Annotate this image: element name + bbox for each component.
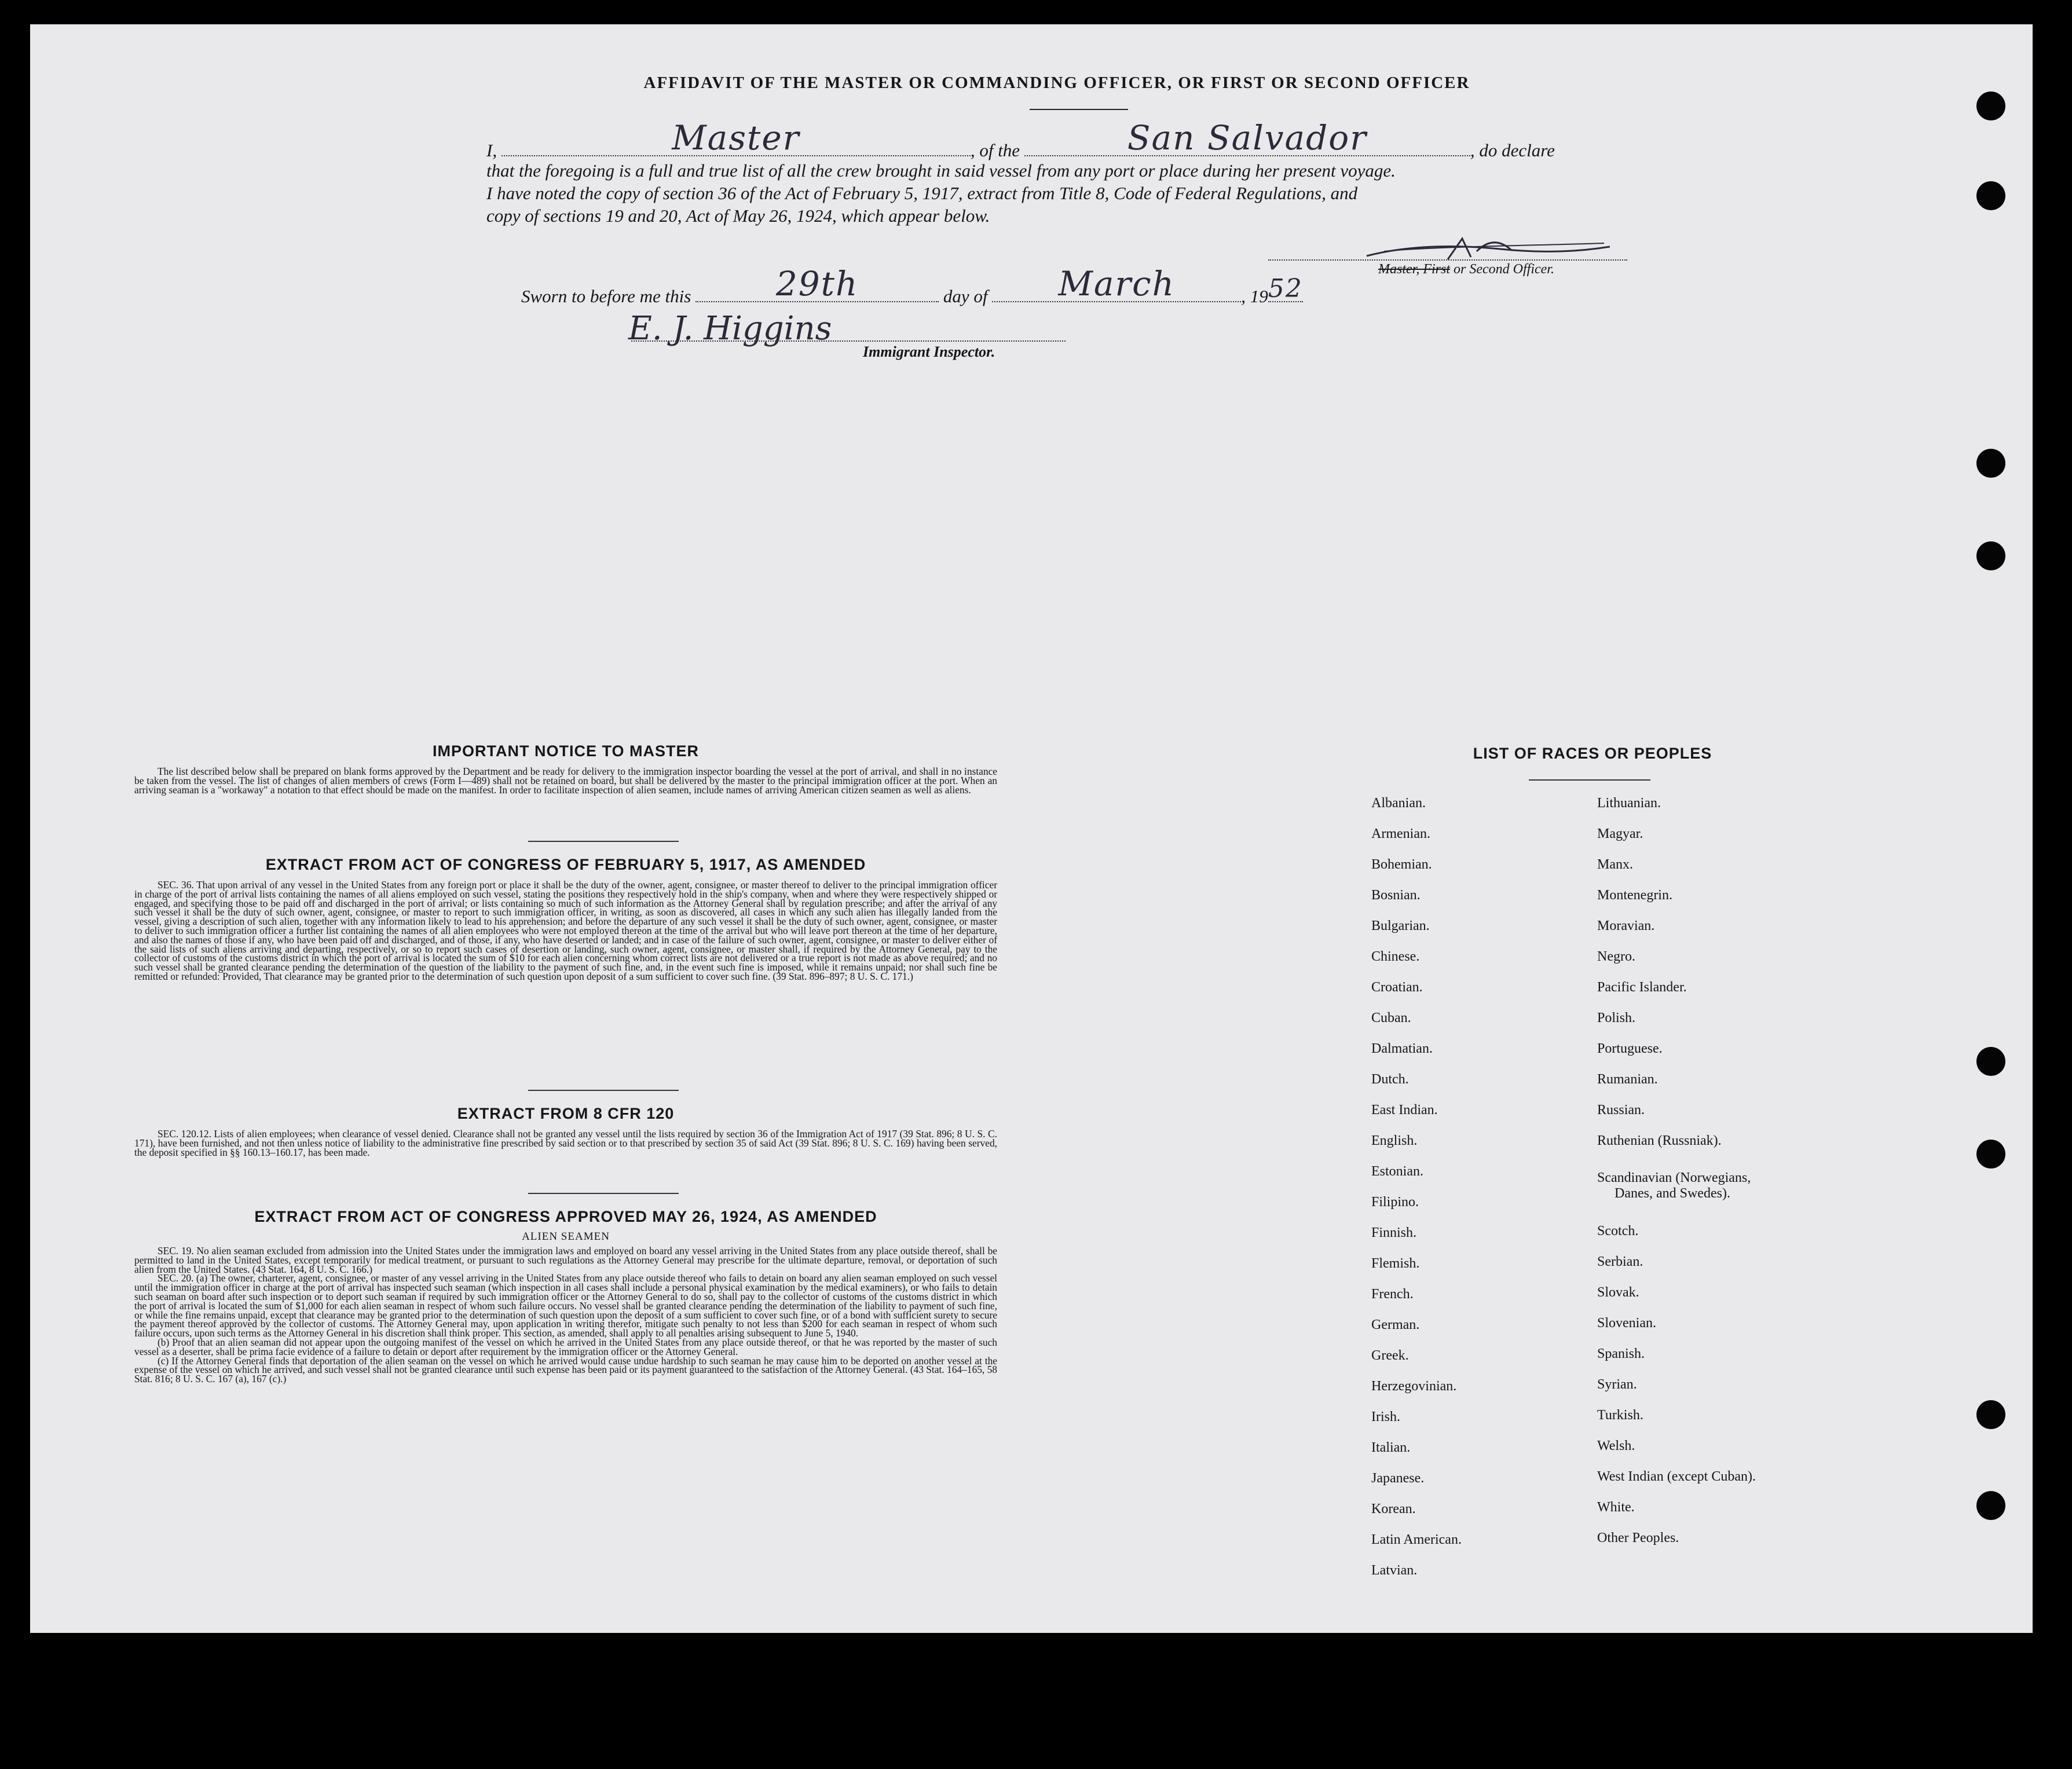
race-item-right: Magyar. [1597,826,1643,841]
race-item-right: Manx. [1597,857,1633,872]
affidavit-declaration-line [486,118,1633,161]
signature-label-rest: or Second Officer. [1454,262,1554,277]
race-item-right: Moravian. [1597,918,1655,933]
race-item-left: Latvian. [1371,1563,1418,1578]
race-item-left: Flemish. [1371,1256,1420,1271]
section-divider-1 [528,841,679,842]
race-item-right: Pacific Islander. [1597,980,1687,995]
sec-20b-body: (b) Proof that an alien seaman did not appear upon the outgoing manifest of the vessel on which he arrived in the United States from any place outside thereof, or that he was reported by the master of such vessel as a deserter, shall be prima facie evidence of a failure to detain or deport after requirement by the immigration officer or the Attorney General. [134,1336,997,1357]
sworn-day-field[interactable] [695,264,939,303]
signature-label-struck: Master, First [1378,262,1451,277]
race-item-left: Armenian. [1371,826,1430,841]
race-item-right: Other Peoples. [1597,1530,1679,1545]
vessel-name-handwriting: San Salvador [1127,118,1367,158]
race-item-left: Chinese. [1371,949,1420,964]
officer-signature [1361,234,1616,263]
inspector-label: Immigrant Inspector. [863,343,995,360]
declare-suffix: , do declare [1470,140,1555,160]
race-item-left: Dutch. [1371,1072,1409,1087]
race-item-left: French. [1371,1287,1414,1302]
race-item-right: Montenegrin. [1597,888,1672,903]
vessel-name-field[interactable] [1024,118,1470,158]
race-item-right: Spanish. [1597,1346,1645,1361]
race-item-right: Slovenian. [1597,1316,1656,1331]
race-item-right: Polish. [1597,1010,1636,1025]
vessel-connector: , of the [970,140,1020,160]
sworn-year-field[interactable] [1268,274,1303,303]
punch-hole-4 [1976,541,2005,570]
punch-hole-1 [1976,91,2005,120]
race-item-left: Korean. [1371,1501,1416,1517]
inspector-signature-line [631,340,1066,342]
race-item-right: West Indian (except Cuban). [1597,1469,1756,1484]
race-item-left: Estonian. [1371,1164,1423,1179]
affidavit-line-3: I have noted the copy of section 36 of the Act of February 5, 1917, extract from Title 8, Code of Federal Regulations, and [486,183,1358,203]
affidavit-title: AFFIDAVIT OF THE MASTER OR COMMANDING OFFICER, OR FIRST OR SECOND OFFICER [643,74,1470,92]
extract-1917-heading: EXTRACT FROM ACT OF CONGRESS OF FEBRUARY 5, 1917, AS AMENDED [265,856,866,873]
race-item-left: Dalmatian. [1371,1041,1433,1056]
race-item-right: Turkish. [1597,1408,1643,1423]
race-item-right: Scandinavian (Norwegians, [1597,1170,1751,1185]
extract-cfr-body: SEC. 120.12. Lists of alien employees; when clearance of vessel denied. Clearance shall not be granted any vessel until the lists required by section 36 of the Immigration Act of 1917 (39 Stat. 896; 8 U. S. C. 171), have been furnished, and not then unless notice of liability to the administrative fine prescribed by said section or to that prescribed by section 35 of said Act (39 Stat. 896; 8 U. S. C. 169) having been served, the deposit specified in §§ 160.13–160.17, has been made. [134,1128,997,1158]
sec-20c-body: (c) If the Attorney General finds that deportation of the alien seaman on the vessel on which he arrived would cause undue hardship to such seaman he may cause him to be deported on another vessel at the expense of the vessel on which he arrived, and such vessel shall not be granted clearance until such expense has been paid or its payment guaranteed to the satisfaction of the Attorney General. (43 Stat. 164–165, 58 Stat. 816; 8 U. S. C. 167 (a), 167 (c).) [134,1354,997,1385]
notice-heading: IMPORTANT NOTICE TO MASTER [433,742,699,760]
race-item-left: Bulgarian. [1371,918,1430,933]
extract-1917-section [134,856,997,981]
race-item-left: Croatian. [1371,980,1423,995]
declarant-prefix: I, [486,140,497,160]
sworn-month-handwriting: March [1058,264,1175,303]
race-item-right: Negro. [1597,949,1635,964]
sworn-month-field[interactable] [992,264,1241,303]
extract-1924-section [134,1208,997,1384]
sworn-year-handwriting: 52 [1268,274,1303,303]
race-item-right: Danes, and Swedes). [1615,1186,1730,1201]
race-item-left: Finnish. [1371,1225,1417,1240]
race-item-left: German. [1371,1317,1420,1332]
race-item-left: Cuban. [1371,1010,1411,1025]
race-item-right: Slovak. [1597,1285,1639,1300]
sworn-day-handwriting: 29th [775,264,859,303]
race-item-left: East Indian. [1371,1103,1438,1118]
sec-19-body: SEC. 19. No alien seaman excluded from admission into the United States under the immigration laws and employed on board any vessel arriving in the United States from any place outside thereof, shall be permitted to land in the United States, except temporarily for medical treatment, or pursuant to such regulations as the Attorney General may prescribe for the ultimate departure, removal, or deportation of such alien from the United States. (43 Stat. 164, 8 U. S. C. 166.) [134,1245,997,1275]
race-item-left: Bohemian. [1371,857,1432,872]
affidavit-line-4: copy of sections 19 and 20, Act of May 26, 1924, which appear below. [486,206,990,226]
race-item-right: Welsh. [1597,1438,1635,1453]
section-divider-3 [528,1193,679,1194]
race-item-right: White. [1597,1500,1635,1515]
sec-20a-body: SEC. 20. (a) The owner, charterer, agent, consignee, or master of any vessel arriving in the United States from any place outside thereof who fails to detain on board any alien seaman employed on such vessel until the immigration officer in charge at the port of arrival has inspected such seaman (which inspection in all cases shall include a personal physical examination by the medical examiners), or who fails to detain such seaman on board after such inspection or to deport such seaman if required by such immigration officer or the Attorney General to do so, shall pay to the collector of customs of the customs district in which the port of arrival is located the sum of $1,000 for each alien seaman in respect of whom such failure occurs. No vessel shall be granted clearance pending the determination of the liability to payment of such fine, or while the fine remains unpaid, except that clearance may be granted prior to the determination of such question upon the deposit of a sum sufficient to cover such fine, or of a bond with sufficient surety to secure the payment thereof approved by the collector of customs. The Attorney General may, upon application in writing therefor, mitigate such penalty to not less than $200 for each seaman in respect of whom such failure occurs, upon such terms as the Attorney General in his discretion shall think proper. This section, as amended, shall apply to all penalties arising subsequent to June 5, 1940. [134,1272,997,1339]
punch-hole-3 [1976,449,2005,478]
race-item-left: Latin American. [1371,1532,1462,1547]
extract-1924-heading: EXTRACT FROM ACT OF CONGRESS APPROVED MAY 26, 1924, AS AMENDED [254,1208,877,1225]
affidavit-title-rule [1030,109,1128,110]
race-item-left: Albanian. [1371,796,1426,811]
race-item-left: Bosnian. [1371,888,1421,903]
notice-body: The list described below shall be prepared on blank forms approved by the Department and be ready for delivery to the immigration inspector boarding the vessel at the port of arrival, and shall in no instance be taken from the vessel. The list of changes of alien members of crews (Form I—489) shall not be retained on board, but shall be delivered by the master to the principal immigration officer at the port. When an arriving seaman is a "workaway" a notation to that effect should be made on the manifest. In order to facilitate inspection of alien seamen, include names of arriving American citizen seamen as well as aliens. [134,766,997,796]
race-item-left: Japanese. [1371,1471,1425,1486]
race-item-left: Italian. [1371,1440,1411,1455]
races-heading-rule [1529,779,1650,781]
notice-title [134,742,997,760]
punch-hole-5 [1976,1047,2005,1076]
races-heading: LIST OF RACES OR PEOPLES [1473,745,1712,762]
race-item-right: Scotch. [1597,1224,1639,1239]
section-divider-2 [528,1090,679,1091]
extract-cfr-section [134,1105,997,1157]
race-item-right: Russian. [1597,1103,1645,1118]
punch-hole-6 [1976,1140,2005,1169]
race-item-right: Ruthenian (Russniak). [1597,1133,1722,1148]
race-item-left: Herzegovinian. [1371,1379,1457,1394]
race-item-right: Rumanian. [1597,1072,1658,1087]
inspector-signature: E. J. Higgins [628,310,832,347]
extract-1917-body: SEC. 36. That upon arrival of any vessel in the United States from any foreign port or place it shall be the duty of the owner, agent, consignee, or master thereof to deliver to the principal immigration officer in charge of the port of arrival lists containing the names of all aliens employed on such vessel, stating the positions they respectively hold in the ship's company, when and where they were respectively shipped or engaged, and specifying those to be paid off and discharged in the port of arrival; or lists containing so much of such information as the Attorney General shall by regulation prescribe; and after the arrival of any such vessel it shall be the duty of such owner, agent, consignee, or master to report to such immigration officer, in writing, as soon as discovered, all cases in which any such alien has illegally landed from the vessel, giving a description of such alien, together with any information likely to lead to his apprehension; and before the departure of any such vessel it shall be the duty of such owner, agent, consignee, or master to deliver to such immigration officer a further list containing the names of all alien employees who were not employed thereon at the time of the arrival but who will leave port thereon at the time of her departure, and also the names of those if any, who have been paid off and discharged, and of those, if any, who have deserted or landed; and in case of the failure of such owner, agent, consignee, or master to deliver either of the said lists of such aliens arriving and departing, respectively, or so to report such cases of desertion or landing, such owner, agent, consignee, or master shall, if required by the Attorney General, pay to the collector of customs of the customs district in which the port of arrival is located the sum of $10 for each alien concerning whom correct lists are not delivered or a true report is not made as above required; and no such vessel shall be granted clearance pending the determination of the question of the liability to the payment of such fine, and, in the event such fine is imposed, while it remains unpaid; nor shall such fine be remitted or refunded: Provided, That clearance may be granted prior to the determination of such question upon deposit of a sum sufficient to cover such fine. (39 Stat. 896–897; 8 U. S. C. 171.) [134,879,997,982]
race-item-left: English. [1371,1133,1418,1148]
race-item-left: Filipino. [1371,1195,1419,1210]
signature-label [1378,262,1554,277]
officer-title-field[interactable] [501,118,971,158]
punch-hole-8 [1976,1491,2005,1520]
affidavit-line-2: that the foregoing is a full and true list of all the crew brought in said vessel from any port or place during her present voyage. [486,160,1396,181]
race-item-right: Portuguese. [1597,1041,1663,1056]
race-item-right: Serbian. [1597,1254,1643,1269]
officer-title-handwriting: Master [672,118,800,158]
punch-hole-2 [1976,181,2005,210]
race-item-right: Syrian. [1597,1377,1637,1392]
sworn-year-prefix: , 19 [1241,286,1268,306]
sworn-prefix: Sworn to before me this [521,286,691,306]
signature-line [1268,259,1627,261]
sworn-day-of: day of [943,286,988,306]
race-item-left: Greek. [1371,1348,1409,1363]
punch-hole-7 [1976,1400,2005,1429]
race-item-right: Lithuanian. [1597,796,1661,811]
race-item-left: Irish. [1371,1409,1400,1424]
alien-seamen-subheading: ALIEN SEAMEN [522,1230,610,1243]
notice-section [134,767,997,794]
extract-cfr-heading: EXTRACT FROM 8 CFR 120 [457,1105,675,1122]
